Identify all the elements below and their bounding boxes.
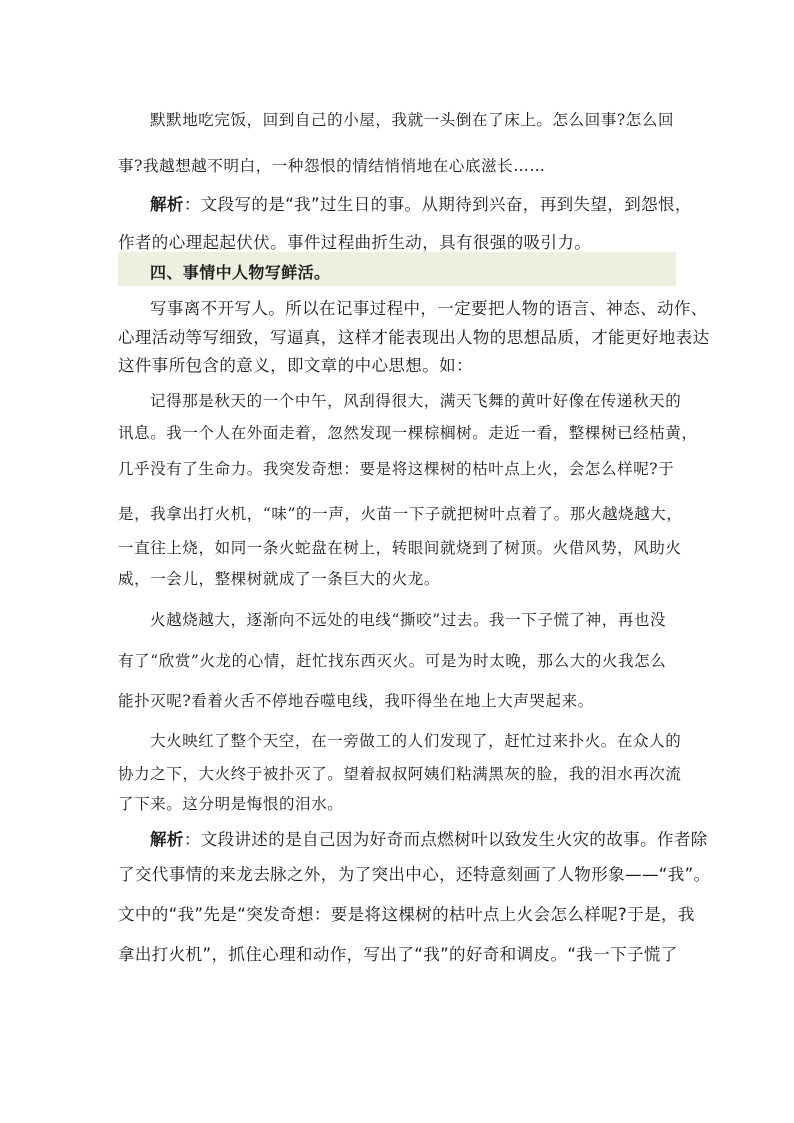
example-line: 讯息。我一个人在外面走着，忽然发现一棵棕榈树。走近一看，整棵树已经枯黄， bbox=[118, 424, 698, 442]
story-line: 事?我越想越不明白，一种怨恨的情结悄悄地在心底滋长…… bbox=[118, 157, 546, 175]
analysis-line: 了交代事情的来龙去脉之外，为了突出中心，还特意刻画了人物形象——“我”。 bbox=[118, 865, 711, 884]
analysis-label: 解析 bbox=[150, 195, 184, 214]
example-line: 大火映红了整个天空，在一旁做工的人们发现了，赶忙过来扑火。在众人的 bbox=[150, 732, 682, 750]
body-line: 心理活动等写细致，写逼真，这样才能表现出人物的思想品质，才能更好地表达 bbox=[118, 328, 710, 347]
example-line: 记得那是秋天的一个中午，风刮得很大，满天飞舞的黄叶好像在传递秋天的 bbox=[150, 392, 682, 410]
example-line: 一直往上烧，如同一条火蛇盘在树上，转眼间就烧到了树顶。火借风势，风助火 bbox=[118, 539, 682, 557]
analysis-line: 文中的“我”先是“突发奇想：要是将这棵树的枯叶点上火会怎么样呢?于是，我 bbox=[118, 905, 695, 924]
story-line: 默默地吃完饭，回到自己的小屋，我就一头倒在了床上。怎么回事?怎么回 bbox=[150, 111, 675, 129]
example-line: 威，一会儿，整棵树就成了一条巨大的火龙。 bbox=[118, 570, 441, 588]
analysis-line bbox=[150, 826, 708, 850]
section-heading: 四、事情中人物写鲜活。 bbox=[150, 263, 331, 282]
analysis-text: ：文段讲述的是自己因为好奇而点燃树叶以致发生火灾的故事。作者除 bbox=[183, 830, 708, 849]
example-line: 几乎没有了生命力。我突发奇想：要是将这棵树的枯叶点上火，会怎么样呢?于 bbox=[118, 460, 675, 478]
example-line: 协力之下，大火终于被扑灭了。望着叔叔阿姨们粘满黑灰的脸，我的泪水再次流 bbox=[118, 765, 682, 783]
example-line: 了下来。这分明是悔恨的泪水。 bbox=[118, 795, 344, 813]
example-line: 有了“欣赏”火龙的心情，赶忙找东西灭火。可是为时太晚，那么大的火我怎么 bbox=[118, 652, 667, 670]
analysis-line: 作者的心理起起伏伏。事件过程曲折生动，具有很强的吸引力。 bbox=[118, 233, 592, 252]
analysis-line: 拿出打火机”，抓住心理和动作，写出了“我”的好奇和调皮。“我一下子慌了 bbox=[118, 945, 678, 964]
analysis-text: ：文段写的是“我”过生日的事。从期待到兴奋，再到失望，到怨恨， bbox=[183, 195, 692, 214]
example-line: 是，我拿出打火机，“味”的一声，火苗一下子就把树叶点着了。那火越烧越大， bbox=[118, 505, 683, 523]
body-line: 写事离不开写人。所以在记事过程中，一定要把人物的语言、神态、动作、 bbox=[150, 299, 708, 318]
example-line: 火越烧越大，逐渐向不远处的电线“撕咬”过去。我一下子慌了神，再也没 bbox=[150, 611, 667, 629]
analysis-label: 解析 bbox=[150, 830, 184, 849]
example-line: 能扑灭呢?看着火舌不停地吞噬电线，我吓得坐在地上大声哭起来。 bbox=[118, 692, 594, 710]
body-line: 这件事所包含的意义，即文章的中心思想。如： bbox=[118, 356, 473, 375]
analysis-line bbox=[150, 191, 692, 215]
